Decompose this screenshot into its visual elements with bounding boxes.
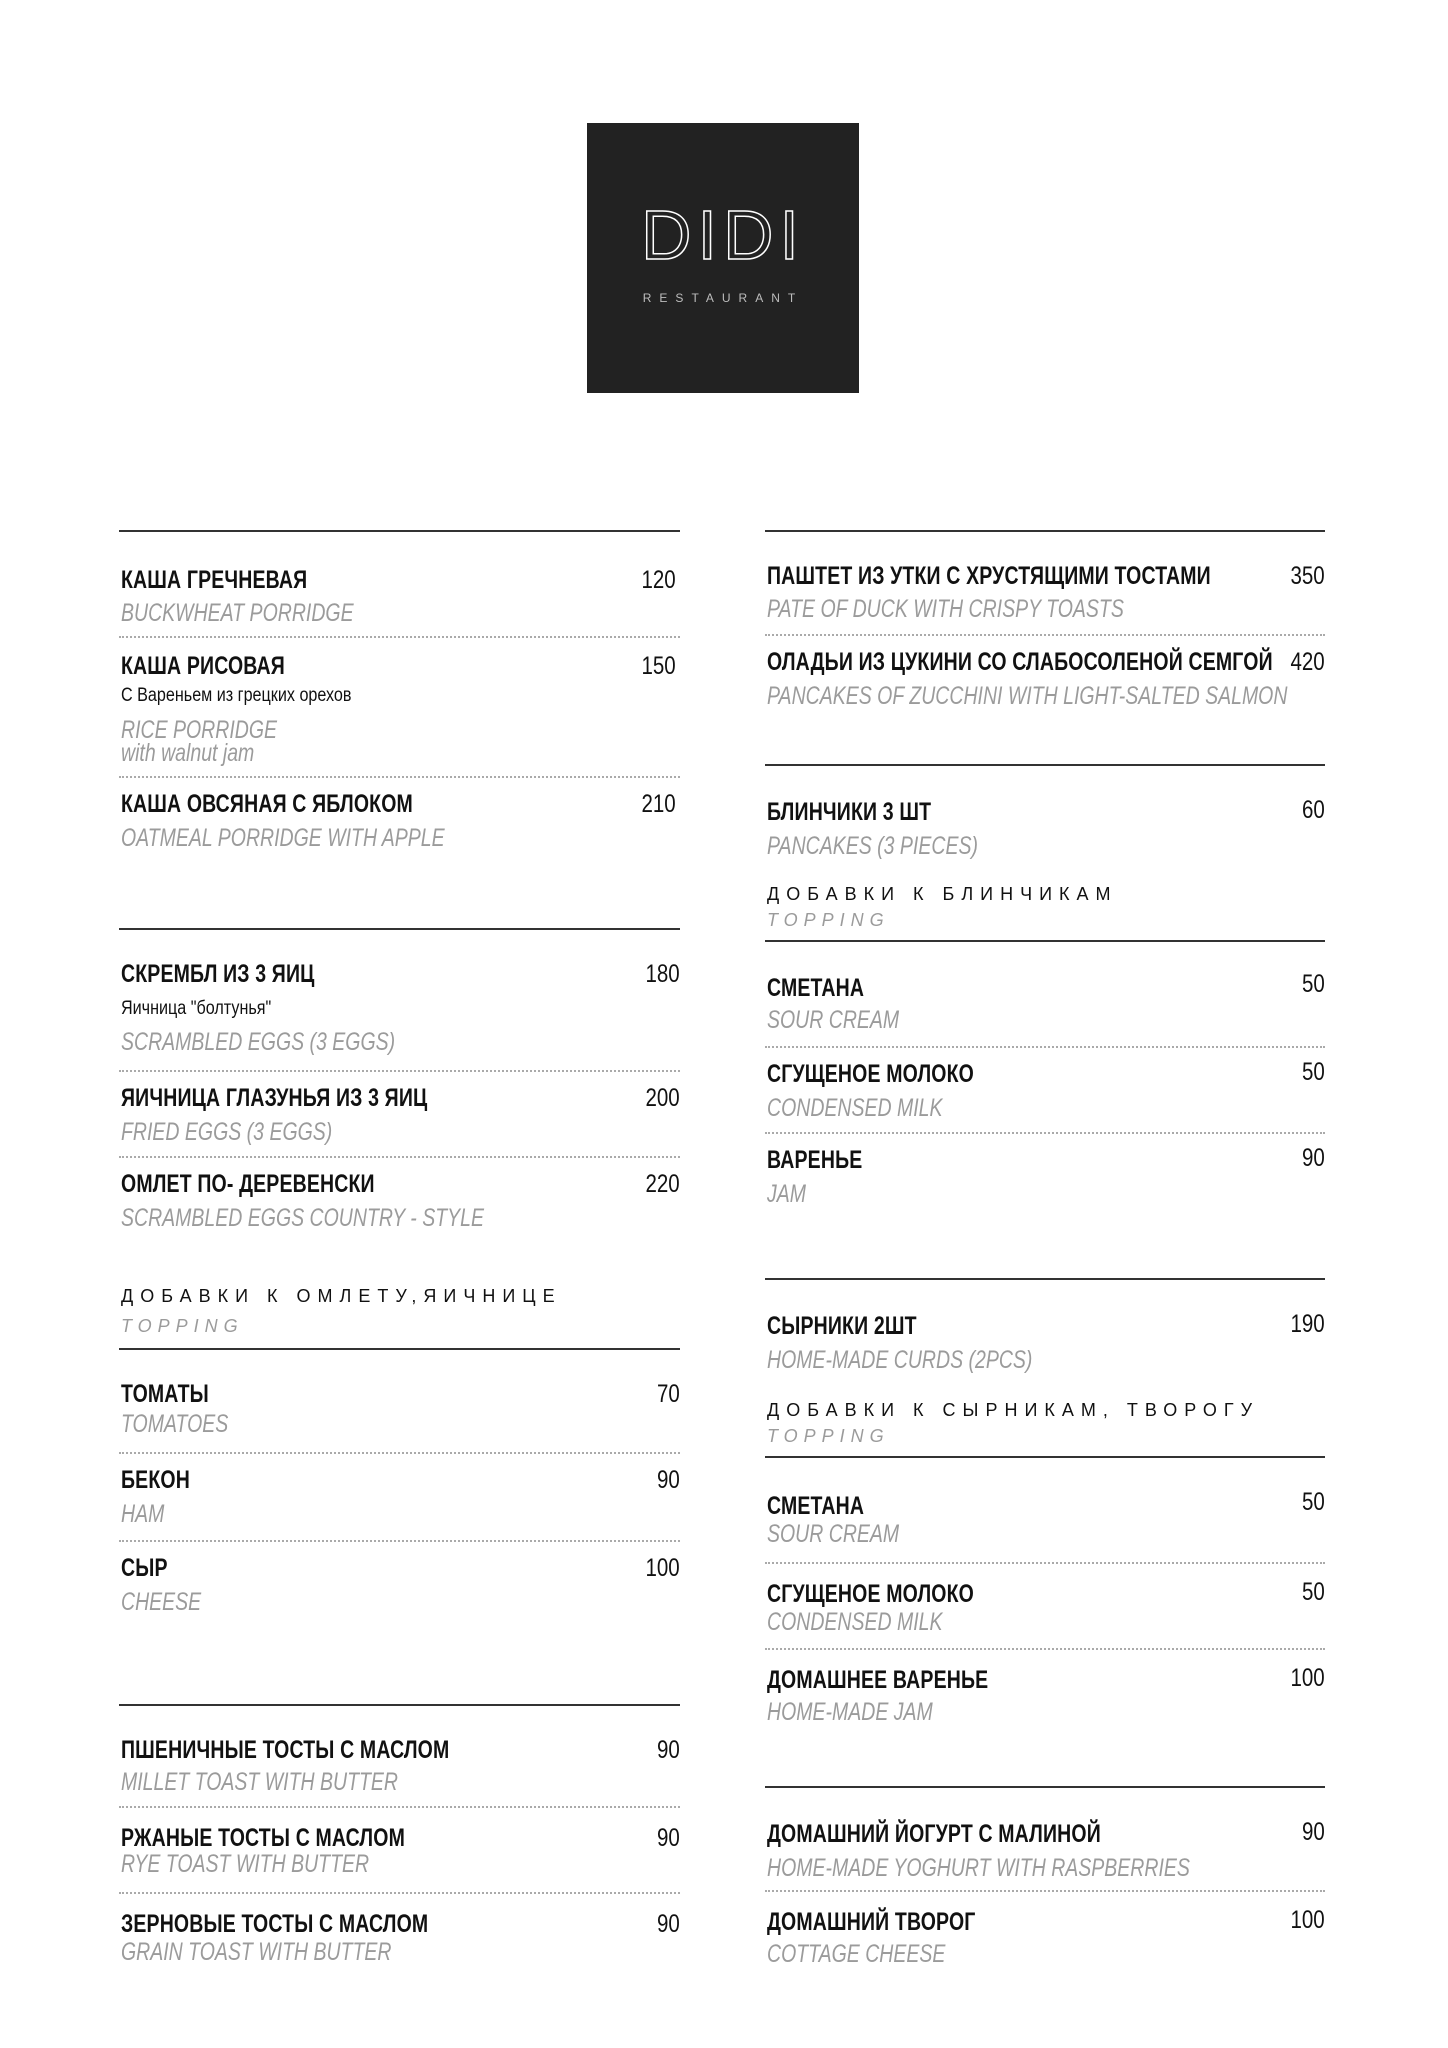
item-name-en: MILLET TOAST WITH BUTTER [121, 1768, 398, 1796]
item-name: СГУЩЕНОЕ МОЛОКО [767, 1580, 975, 1608]
item-name-en: HOME-MADE CURDS (2PCS) [767, 1346, 1033, 1374]
item-name-en: FRIED EGGS (3 EGGS) [121, 1118, 333, 1146]
item-name: БЕКОН [121, 1466, 190, 1494]
menu-item [765, 1648, 1325, 1734]
item-price: 180 [645, 960, 680, 988]
item-price: 350 [1290, 562, 1325, 590]
menu-item [119, 1806, 680, 1894]
left-column [119, 530, 680, 1980]
item-name-en: COTTAGE CHEESE [767, 1940, 946, 1968]
item-price: 90 [657, 1910, 680, 1938]
item-price: 90 [1302, 1818, 1325, 1846]
logo-name: DIDI [641, 196, 805, 274]
menu-item [765, 1296, 1325, 1374]
topping-heading: ДОБАВКИ К ОМЛЕТУ,ЯИЧНИЦЕ [121, 1286, 562, 1306]
menu-item [119, 1540, 680, 1630]
topping-heading-en: TOPPING [767, 1426, 890, 1446]
item-name-en: RYE TOAST WITH BUTTER [121, 1850, 370, 1878]
section-rule [765, 764, 1325, 766]
restaurant-logo [587, 123, 859, 393]
item-price: 100 [1290, 1906, 1325, 1934]
right-column [765, 530, 1325, 1980]
topping-heading-en: TOPPING [767, 910, 890, 930]
menu-item [119, 566, 680, 636]
section-rule [765, 1786, 1325, 1788]
item-name: ПАШТЕТ ИЗ УТКИ С ХРУСТЯЩИМИ ТОСТАМИ [767, 562, 1211, 590]
item-name-en: PANCAKES OF ZUCCHINI WITH LIGHT-SALTED SALMON [767, 682, 1288, 710]
item-price: 200 [645, 1084, 680, 1112]
menu-item [119, 1156, 680, 1242]
item-name-en: JAM [767, 1180, 806, 1208]
item-name-en: HOME-MADE JAM [767, 1698, 933, 1726]
item-price: 90 [657, 1824, 680, 1852]
item-price: 50 [1302, 1058, 1325, 1086]
item-price: 50 [1302, 1488, 1325, 1516]
menu-item [765, 1562, 1325, 1648]
item-name: СЫР [121, 1554, 168, 1582]
item-name: ДОМАШНЕЕ ВАРЕНЬЕ [767, 1666, 989, 1694]
item-name: ЗЕРНОВЫЕ ТОСТЫ С МАСЛОМ [121, 1910, 429, 1938]
item-name: ВАРЕНЬЕ [767, 1146, 863, 1174]
menu-item [765, 1804, 1325, 1884]
item-name-en: GRAIN TOAST WITH BUTTER [121, 1938, 392, 1966]
item-name-en: CHEESE [121, 1588, 202, 1616]
item-name-en: SCRAMBLED EGGS COUNTRY - STYLE [121, 1204, 484, 1232]
menu-item [119, 1380, 680, 1450]
item-price: 190 [1290, 1310, 1325, 1338]
item-name-en: RICE PORRIDGE [121, 716, 278, 744]
item-name-en: PANCAKES (3 PIECES) [767, 832, 978, 860]
section-rule [765, 1278, 1325, 1280]
item-name-en: PATE OF DUCK WITH CRISPY TOASTS [767, 595, 1124, 623]
item-name: ЯИЧНИЦА ГЛАЗУНЬЯ ИЗ 3 ЯИЦ [121, 1084, 428, 1112]
menu-item [119, 1070, 680, 1156]
menu-item [119, 776, 680, 858]
logo-subtitle: RESTAURANT [642, 291, 804, 305]
item-price: 90 [657, 1466, 680, 1494]
item-name: СМЕТАНА [767, 1492, 865, 1520]
item-price: 50 [1302, 970, 1325, 998]
topping-heading: ДОБАВКИ К СЫРНИКАМ, ТВОРОГУ [767, 1400, 1260, 1420]
item-price: 150 [641, 652, 676, 680]
item-name: ТОМАТЫ [121, 1380, 209, 1408]
item-name-en: SCRAMBLED EGGS (3 EGGS) [121, 1028, 396, 1056]
section-rule [119, 1704, 680, 1706]
menu-item [119, 636, 680, 778]
item-note: С Вареньем из грецких орехов [121, 685, 352, 706]
item-name: ДОМАШНИЙ ЙОГУРТ С МАЛИНОЙ [767, 1820, 1101, 1848]
menu-item [765, 1488, 1325, 1558]
item-price: 50 [1302, 1578, 1325, 1606]
item-name-en: CONDENSED MILK [767, 1608, 943, 1636]
menu-item [765, 1132, 1325, 1218]
item-name-en: HAM [121, 1500, 165, 1528]
menu-item [119, 1736, 680, 1804]
section-rule [765, 530, 1325, 532]
item-name: СЫРНИКИ 2ШТ [767, 1312, 917, 1340]
section-rule [765, 940, 1325, 942]
item-price: 90 [1302, 1144, 1325, 1172]
item-name-en: BUCKWHEAT PORRIDGE [121, 599, 354, 627]
item-price: 210 [641, 790, 676, 818]
item-name: ОЛАДЬИ ИЗ ЦУКИНИ СО СЛАБОСОЛЕНОЙ СЕМГОЙ [767, 648, 1273, 676]
menu-item [119, 960, 680, 1066]
item-name-en: CONDENSED MILK [767, 1094, 943, 1122]
item-name: ОМЛЕТ ПО- ДЕРЕВЕНСКИ [121, 1170, 375, 1198]
menu-item [765, 970, 1325, 1044]
item-name-en: HOME-MADE YOGHURT WITH RASPBERRIES [767, 1854, 1190, 1882]
item-note: Яичница "болтунья" [121, 998, 272, 1019]
item-name: БЛИНЧИКИ 3 ШТ [767, 798, 932, 826]
item-name: СГУЩЕНОЕ МОЛОКО [767, 1060, 975, 1088]
item-name: СМЕТАНА [767, 974, 865, 1002]
item-name-en: SOUR CREAM [767, 1006, 900, 1034]
menu-item [765, 1890, 1325, 1976]
item-name: СКРЕМБЛ ИЗ 3 ЯИЦ [121, 960, 315, 988]
section-rule [119, 530, 680, 532]
section-rule [119, 928, 680, 930]
item-name: КАША РИСОВАЯ [121, 652, 285, 680]
menu-item [765, 782, 1325, 860]
item-price: 100 [645, 1554, 680, 1582]
menu-item [119, 1452, 680, 1542]
item-price: 70 [657, 1380, 680, 1408]
section-rule [765, 1456, 1325, 1458]
item-name-en-2: with walnut jam [121, 739, 255, 767]
menu-item [119, 1892, 680, 1980]
item-name-en: TOMATOES [121, 1410, 229, 1438]
item-name: ПШЕНИЧНЫЕ ТОСТЫ С МАСЛОМ [121, 1736, 450, 1764]
item-price: 120 [641, 566, 676, 594]
topping-heading-en: TOPPING [121, 1316, 244, 1336]
item-name-en: OATMEAL PORRIDGE WITH APPLE [121, 824, 445, 852]
item-name: КАША ОВСЯНАЯ С ЯБЛОКОМ [121, 790, 413, 818]
menu-item [765, 634, 1325, 720]
item-name: ДОМАШНИЙ ТВОРОГ [767, 1908, 976, 1936]
item-price: 90 [657, 1736, 680, 1764]
item-price: 60 [1302, 796, 1325, 824]
item-name-en: SOUR CREAM [767, 1520, 900, 1548]
item-name: КАША ГРЕЧНЕВАЯ [121, 566, 308, 594]
item-name: РЖАНЫЕ ТОСТЫ С МАСЛОМ [121, 1824, 405, 1852]
item-price: 220 [645, 1170, 680, 1198]
topping-heading: ДОБАВКИ К БЛИНЧИКАМ [767, 884, 1118, 904]
menu-item [765, 562, 1325, 632]
item-price: 100 [1290, 1664, 1325, 1692]
section-rule [119, 1348, 680, 1350]
item-price: 420 [1290, 648, 1325, 676]
menu-item [765, 1046, 1325, 1132]
